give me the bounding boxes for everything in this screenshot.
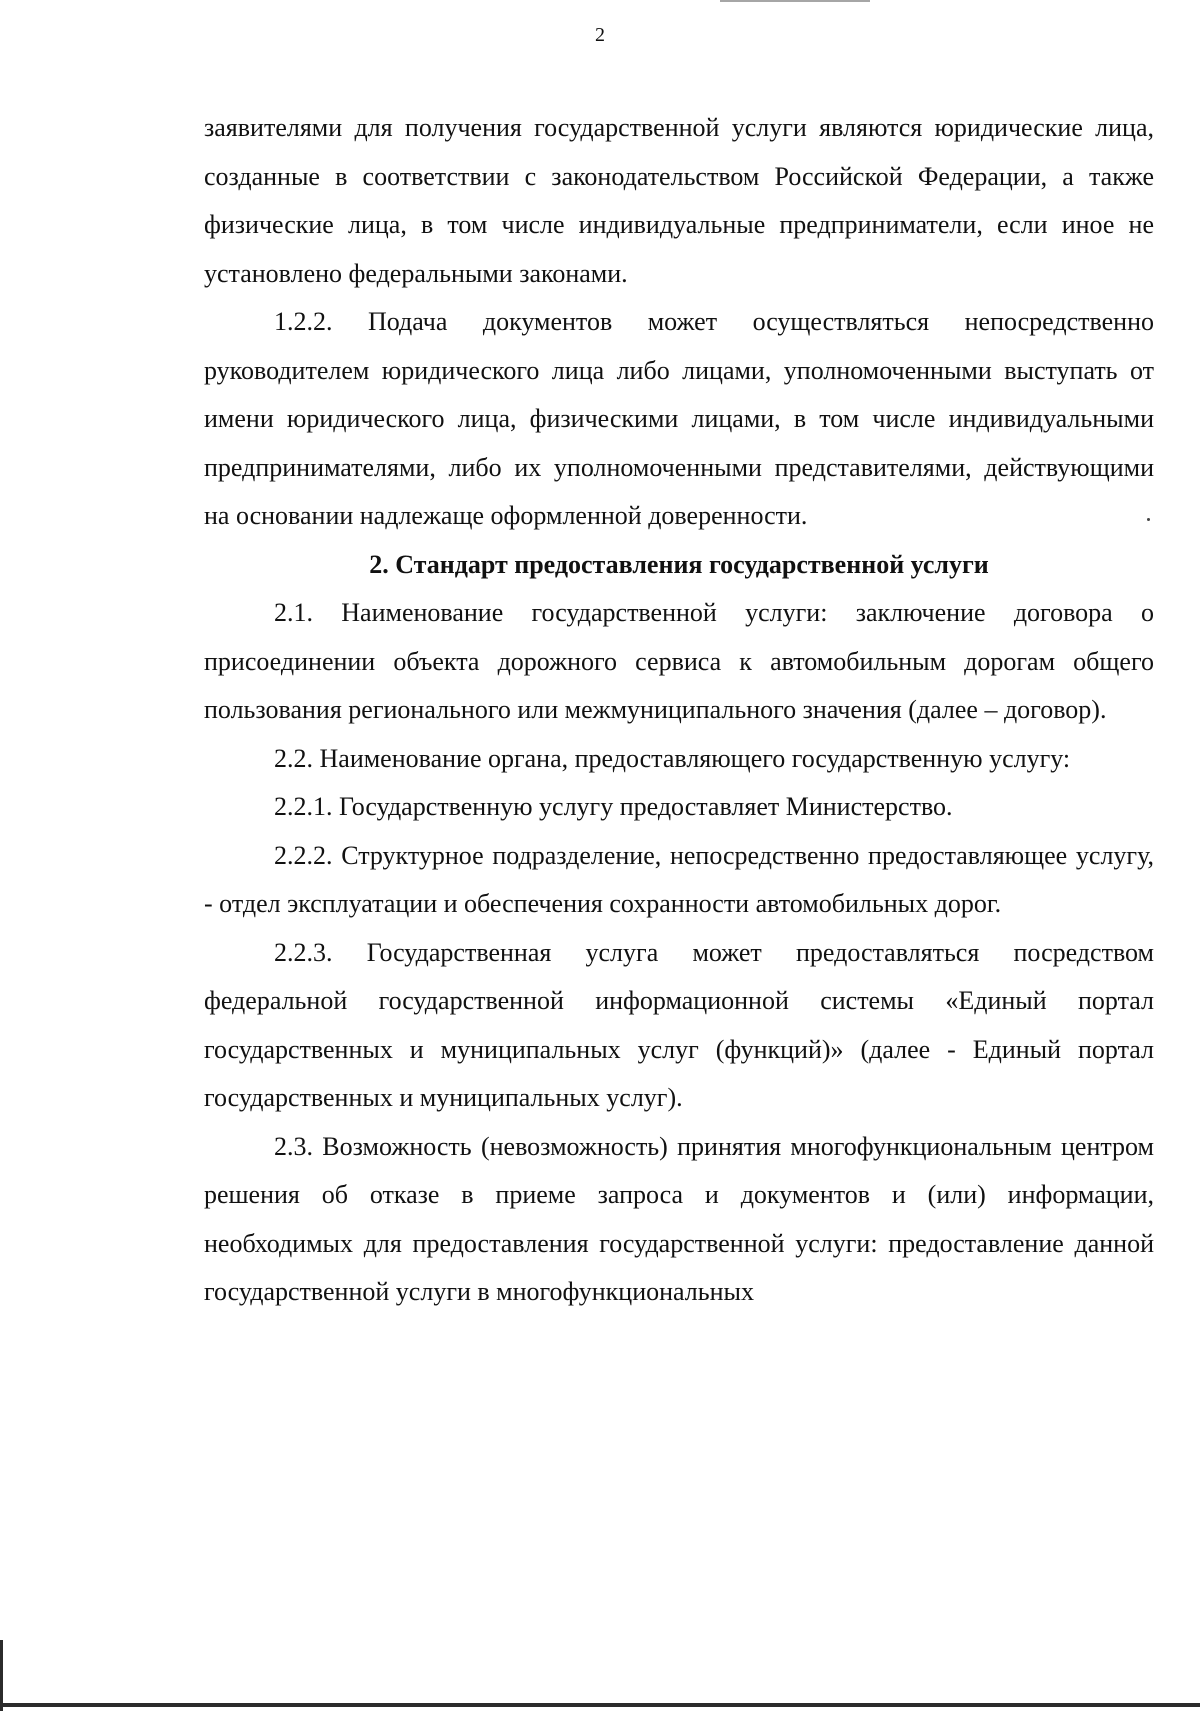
scan-artifact-bottom-edge — [0, 1703, 1200, 1707]
scan-artifact-top — [720, 0, 870, 2]
document-body — [204, 104, 1154, 1317]
section-heading: 2. Стандарт предоставления государственной услуги — [369, 549, 989, 579]
paragraph-2-2-2: 2.2.2. Структурное подразделение, непосредственно предоставляющее услугу, - отдел эксплуатации и обеспечения сохранности автомобильных дорог. — [204, 840, 1154, 918]
scan-artifact-dot — [1147, 518, 1150, 521]
paragraph-1-2-2: 1.2.2. Подача документов может осуществляться непосредственно руководителем юридического лица либо лицами, уполномоченными выступать от имени юридического лица, физическими лицами, в том числе индивидуальными предпринимателями, либо их уполномоченными представителями, действующими на основании надлежаще оформленной доверенности. — [204, 307, 1154, 530]
paragraph-applicants: заявителями для получения государственной услуги являются юридические лица, созданные в соответствии с законодательством Российской Федерации, а также физические лица, в том числе индивидуальные предприниматели, если иное не установлено федеральными законами. — [204, 113, 1154, 288]
paragraph-2-2: 2.2. Наименование органа, предоставляющего государственную услугу: — [274, 743, 1071, 773]
paragraph-2-2-1: 2.2.1. Государственную услугу предоставляет Министерство. — [274, 792, 953, 821]
paragraph-2-1: 2.1. Наименование государственной услуги: заключение договора о присоединении объекта дорожного сервиса к автомобильным дорогам общего пользования регионального или межмуниципального значения (далее – договор). — [204, 598, 1154, 724]
page-number: 2 — [595, 24, 605, 46]
paragraph-2-3: 2.3. Возможность (невозможность) принятия многофункциональным центром решения об отказе в приеме запроса и документов и (или) информации, необходимых для предоставления государственной услуги: предоставление данной государственной услуги в многофункциональных — [204, 1131, 1154, 1306]
paragraph-2-2-3: 2.2.3. Государственная услуга может предоставляться посредством федеральной государственной информационной системы «Единый портал государственных и муниципальных услуг (функций)» (далее - Единый портал государственных и муниципальных услуг). — [204, 937, 1154, 1112]
scan-artifact-left-edge — [0, 1640, 3, 1711]
